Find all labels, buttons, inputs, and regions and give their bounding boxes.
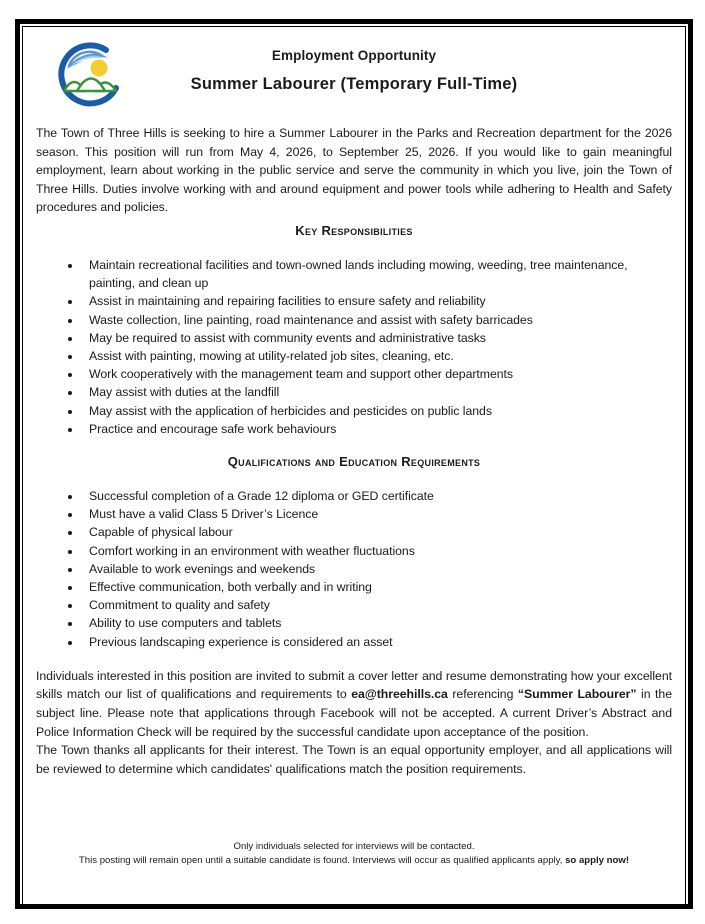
list-item: • Comfort working in an environment with weather fluctuations [82, 542, 672, 560]
list-item: • Work cooperatively with the management team and support other departments [82, 365, 672, 383]
footer-note-1: Only individuals selected for interviews will be contacted. [233, 841, 475, 853]
logo-graphic [54, 38, 132, 112]
list-item: • Available to work evenings and weekends [82, 560, 672, 578]
apply-text-1: Individuals interested in this position are invited to submit a cover letter and resume demonstrating how your excellent skills match our list of qualifications and requirements to [36, 668, 672, 702]
list-item: • Ability to use computers and tablets [82, 614, 672, 632]
apply-text-2: referencing [447, 687, 518, 702]
footer-note-2-text: This posting will remain open until a suitable candidate is found. Interviews will occur as qualified applicants apply, [78, 854, 566, 866]
list-item: • Commitment to quality and safety [82, 596, 672, 614]
list-item: • Waste collection, line painting, road maintenance and assist with safety barricades [82, 311, 672, 329]
apply-paragraph [36, 667, 672, 741]
section-heading-responsibilities: Key Responsibilities [295, 222, 413, 238]
list-item: • Successful completion of a Grade 12 diploma or GED certificate [82, 487, 672, 505]
intro-paragraph: The Town of Three Hills is seeking to hire a Summer Labourer in the Parks and Recreation department for the 2026 season. This position will run from May 4, 2026, to September 25, 2026. If you would like to gain meaningful employment, learn about working in the public service and serve the community in which you live, join the Town of Three Hills. Duties involve working with and around equipment and power tools while adhering to Health and Safety procedures and policies. [36, 126, 672, 215]
list-item: • Maintain recreational facilities and town-owned lands including mowing, weeding, tree maintenance, painting, and clean up [82, 256, 672, 292]
section-heading-qualifications: Qualifications and Education Requirements [227, 454, 481, 469]
list-item: • Assist in maintaining and repairing facilities to ensure safety and reliability [82, 292, 672, 310]
list-item: • May assist with duties at the landfill [82, 383, 672, 401]
qualifications-list [36, 487, 672, 651]
document-page [15, 19, 693, 909]
job-title: Summer Labourer (Temporary Full-Time) [190, 75, 518, 93]
list-item: • May assist with the application of herbicides and pesticides on public lands [82, 402, 672, 420]
document-footer [36, 840, 672, 867]
thanks-paragraph: The Town thanks all applicants for their interest. The Town is an equal opportunity employer, and all applications will be reviewed to determine which candidates' qualifications match the position requirements. [36, 743, 672, 776]
town-of-three-hills-logo-icon [54, 38, 132, 112]
responsibilities-list [36, 256, 672, 438]
apply-text-3: in the subject line. Please note that applications through Facebook will not be accepted. A current Driver’s Abstract and Police Information Check will be required by the successful candidate upon acceptance of the position. [36, 687, 672, 739]
page-title: Employment Opportunity [271, 48, 437, 63]
footer-note-2 [36, 854, 672, 868]
document-header [36, 38, 672, 124]
list-item: • Practice and encourage safe work behaviours [82, 420, 672, 438]
list-item: • Effective communication, both verbally and in writing [82, 578, 672, 596]
email-address: ea@threehills.ca [351, 687, 448, 702]
job-reference: “Summer Labourer” [517, 687, 637, 702]
apply-now-emphasis: so apply now! [565, 854, 630, 866]
page-content [20, 24, 688, 904]
list-item: • May be required to assist with community events and administrative tasks [82, 329, 672, 347]
list-item: • Capable of physical labour [82, 523, 672, 541]
list-item: • Assist with painting, mowing at utility-related job sites, cleaning, etc. [82, 347, 672, 365]
list-item: • Must have a valid Class 5 Driver’s Licence [82, 505, 672, 523]
list-item: • Previous landscaping experience is considered an asset [82, 633, 672, 651]
